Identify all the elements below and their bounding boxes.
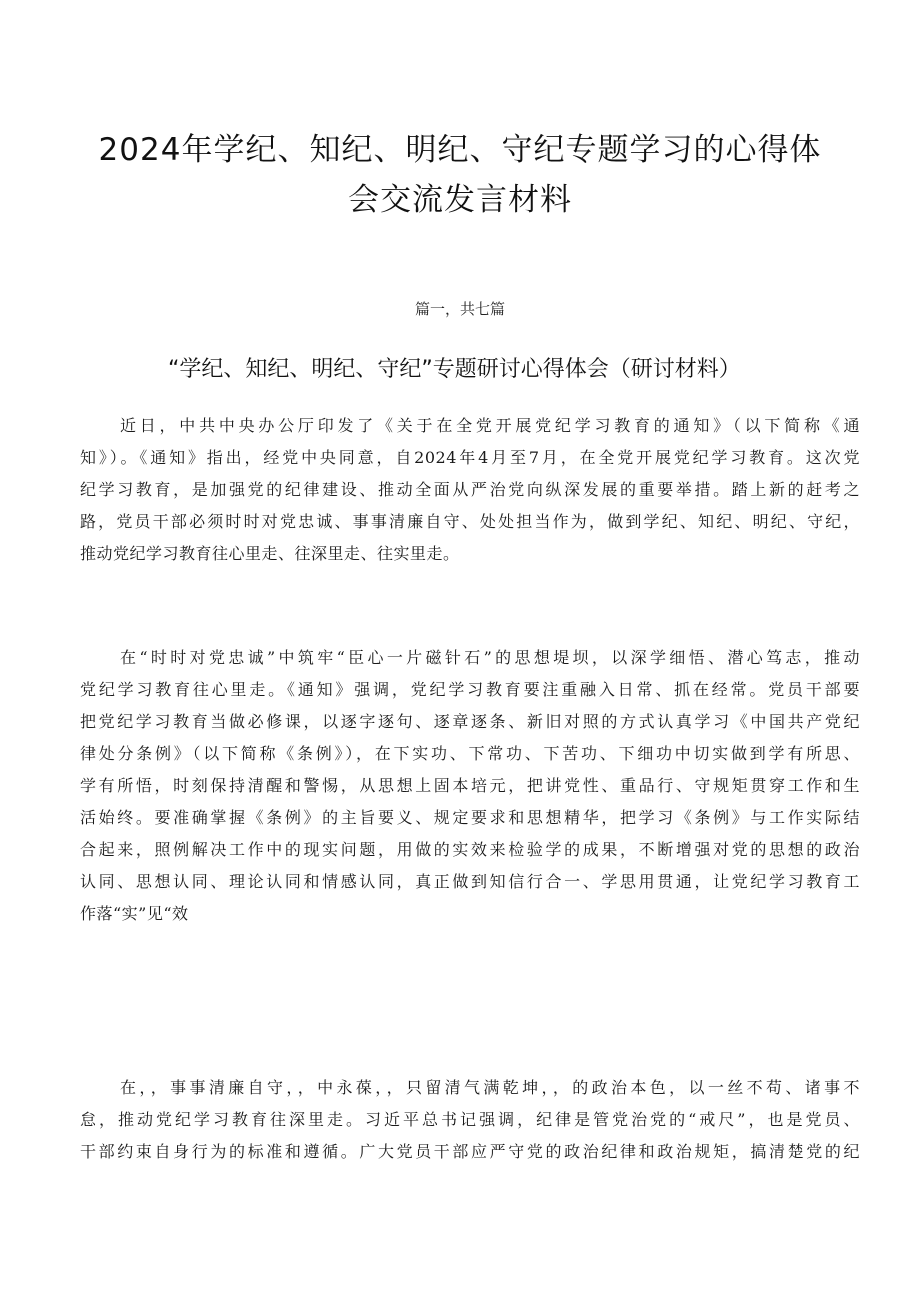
paragraph-line: 党纪学习教育往心里走。《通知》强调，党纪学习教育要注重融入日常、抓在经常。党员干部要 <box>80 680 860 699</box>
paragraph-line: 作落“实”见“效 <box>80 904 189 923</box>
paragraph-line: 在，，事事清廉自守，，中永葆，，只留清气满乾坤，，的政治本色，以一丝不苟、诸事不 <box>120 1078 860 1097</box>
paragraph-line: 把党纪学习教育当做必修课，以逐字逐句、逐章逐条、新旧对照的方式认真学习《中国共产党纪 <box>80 712 860 731</box>
paragraph-line: 知》）。《通知》指出，经党中央同意，自2024年4月至7月，在全党开展党纪学习教育。这次党 <box>80 448 860 467</box>
paragraph-3 <box>80 1072 860 1168</box>
article-subtitle: “学纪、知纪、明纪、守纪”专题研讨心得体会（研讨材料） <box>168 357 741 382</box>
paragraph-2 <box>80 642 860 930</box>
paragraph-line: 学有所悟，时刻保持清醒和警惕，从思想上固本培元，把讲党性、重品行、守规矩贯穿工作和生 <box>80 776 860 795</box>
section-label: 篇一，共七篇 <box>414 300 505 318</box>
paragraph-line: 纪学习教育，是加强党的纪律建设、推动全面从严治党向纵深发展的重要举措。踏上新的赶考之 <box>80 480 860 499</box>
paragraph-line: 认同、思想认同、理论认同和情感认同，真正做到知信行合一、学思用贯通，让党纪学习教育工 <box>80 872 860 891</box>
paragraph-line: 推动党纪学习教育往心里走、往深里走、往实里走。 <box>80 544 460 563</box>
document-title-line-1: 2024年学纪、知纪、明纪、守纪专题学习的心得体 <box>98 132 822 168</box>
paragraph-line: 活始终。要准确掌握《条例》的主旨要义、规定要求和思想精华，把学习《条例》与工作实际结 <box>80 808 860 827</box>
document-title-line-2: 会交流发言材料 <box>348 182 572 218</box>
paragraph-line: 怠，推动党纪学习教育往深里走。习近平总书记强调，纪律是管党治党的“戒尺”，也是党员、 <box>80 1110 860 1129</box>
paragraph-line: 路，党员干部必须时时对党忠诚、事事清廉自守、处处担当作为，做到学纪、知纪、明纪、守纪， <box>80 512 860 531</box>
paragraph-1 <box>80 410 860 570</box>
paragraph-line: 律处分条例》（以下简称《条例》），在下实功、下常功、下苦功、下细功中切实做到学有所思、 <box>80 744 860 763</box>
paragraph-line: 合起来，照例解决工作中的现实问题，用做的实效来检验学的成果，不断增强对党的思想的政治 <box>80 840 860 859</box>
paragraph-line: 在“时时对党忠诚”中筑牢“臣心一片磁针石”的思想堤坝，以深学细悟、潜心笃志，推动 <box>120 648 860 667</box>
paragraph-line: 近日，中共中央办公厅印发了《关于在全党开展党纪学习教育的通知》（以下简称《通 <box>120 416 860 435</box>
paragraph-line: 干部约束自身行为的标准和遵循。广大党员干部应严守党的政治纪律和政治规矩，搞清楚党的纪 <box>80 1142 860 1161</box>
